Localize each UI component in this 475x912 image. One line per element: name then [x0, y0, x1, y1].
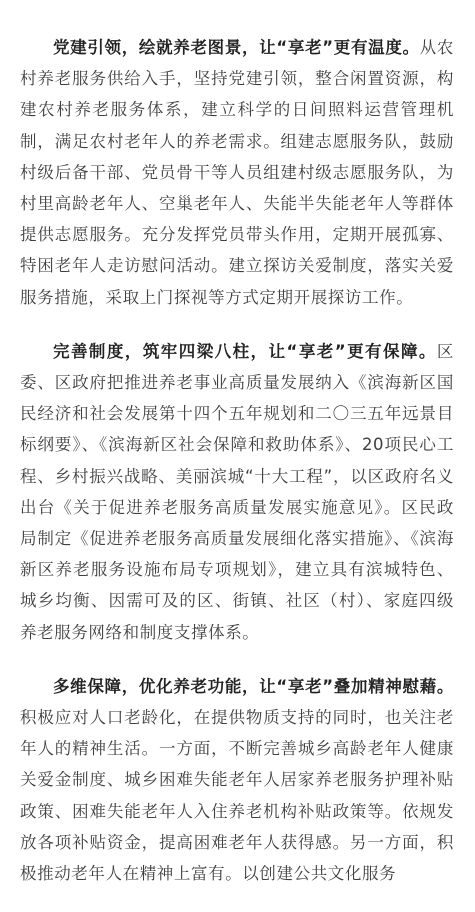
- paragraph-text: 积极应对人口老龄化，在提供物质支持的同时，也关注老年人的精神生活。一方面，不断完善城乡高龄老年人健康关爱金制度、城乡困难失能老年人居家养老服务护理补贴政策、困难失能老年人入住养老机构补贴政策等。依规发放各项补贴资金，提高困难老年人获得感。另一方面，积极推动老年人在精神上富有。以创建公共文化服务: [20, 708, 454, 884]
- paragraph-system-improvement: [20, 336, 454, 648]
- paragraph-multidimensional-support: [20, 671, 454, 889]
- paragraph-lead: 党建引领，绘就养老图景，让“享老”更有温度。: [53, 38, 420, 57]
- paragraph-lead: 多维保障，优化养老功能，让“享老”叠加精神慰藉。: [53, 676, 454, 696]
- paragraph-party-leadership: [20, 32, 454, 313]
- paragraph-lead: 完善制度，筑牢四梁八柱，让“享老”更有保障。: [53, 341, 437, 361]
- paragraph-text: 区委、区政府把推进养老事业高质量发展纳入《滨海新区国民经济和社会发展第十四个五年规划和二〇三五年远景目标纲要》、《滨海新区社会保障和救助体系》、20项民心工程、乡村振兴战略、美丽滨城“十大工程”，以区政府名义出台《关于促进养老服务高质量发展实施意见》。区民政局制定《促进养老服务高质量发展细化落实措施》、《滨海新区养老服务设施布局专项规划》，建立具有滨城特色、城乡均衡、因需可及的区、街镇、社区（村）、家庭四级养老服务网络和制度支撑体系。: [20, 341, 454, 642]
- paragraph-text: 从农村养老服务供给入手，坚持党建引领，整合闲置资源，构建农村养老服务体系，建立科学的日间照料运营管理机制，满足农村老年人的养老需求。组建志愿服务队，鼓励村级后备干部、党员骨干等人员组建村级志愿服务队，为村里高龄老年人、空巢老年人、失能半失能老年人等群体提供志愿服务。充分发挥党员带头作用，定期开展孤寡、特困老年人走访慰问活动。建立探访关爱制度，落实关爱服务措施，采取上门探视等方式定期开展探访工作。: [20, 38, 455, 307]
- article-body: [20, 32, 454, 912]
